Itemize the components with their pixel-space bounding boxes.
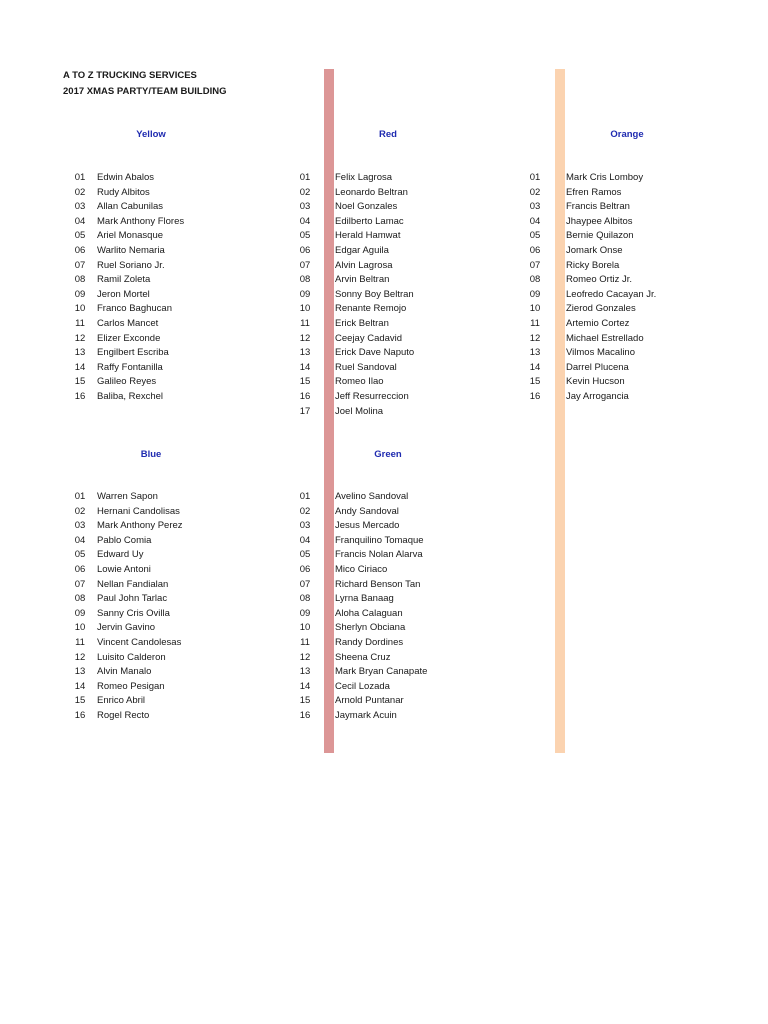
member-name: Lowie Antoni: [97, 563, 151, 575]
member-number: 05: [299, 549, 311, 561]
member-number: 08: [74, 274, 86, 286]
orange-column-stripe: [555, 69, 565, 753]
member-name: Jomark Onse: [566, 244, 623, 256]
member-name: Jeron Mortel: [97, 288, 150, 300]
team-title-yellow: Yellow: [136, 129, 166, 140]
member-number: 07: [299, 578, 311, 590]
member-number: 16: [299, 390, 311, 402]
member-number: 05: [529, 230, 541, 242]
member-number: 05: [299, 230, 311, 242]
member-name: Ruel Soriano Jr.: [97, 259, 165, 271]
member-number: 13: [529, 347, 541, 359]
member-name: Cecil Lozada: [335, 680, 390, 692]
member-name: Lyrna Banaag: [335, 593, 394, 605]
member-name: Bernie Quilazon: [566, 230, 634, 242]
member-number: 07: [299, 259, 311, 271]
member-name: Jhaypee Albitos: [566, 215, 633, 227]
member-number: 13: [74, 666, 86, 678]
member-number: 01: [74, 491, 86, 502]
member-name: Rudy Albitos: [97, 186, 150, 198]
member-number: 10: [74, 303, 86, 315]
member-number: 04: [74, 215, 86, 227]
member-name: Felix Lagrosa: [335, 172, 393, 183]
member-name: Alvin Lagrosa: [335, 259, 393, 271]
member-name: Mark Cris Lomboy: [566, 172, 644, 183]
member-name: Sonny Boy Beltran: [335, 288, 414, 300]
member-name: Alvin Manalo: [97, 666, 152, 678]
member-number: 07: [74, 578, 86, 590]
member-number: 01: [529, 172, 541, 183]
member-name: Edward Uy: [97, 549, 144, 561]
member-number: 08: [299, 593, 311, 605]
member-number: 09: [74, 607, 86, 619]
member-name: Hernani Candolisas: [97, 505, 180, 517]
member-number: 07: [529, 259, 541, 271]
member-number: 03: [299, 201, 311, 213]
member-name: Sanny Cris Ovilla: [97, 607, 170, 619]
member-number: 06: [74, 563, 86, 575]
member-name: Warlito Nemaria: [97, 244, 165, 256]
member-name: Pablo Comia: [97, 534, 152, 546]
member-name: Francis Nolan Alarva: [335, 549, 423, 561]
member-number: 08: [74, 593, 86, 605]
member-name: Edwin Abalos: [97, 172, 155, 183]
member-number: 04: [299, 534, 311, 546]
member-number: 02: [299, 186, 311, 198]
member-number: 07: [74, 259, 86, 271]
member-name: Herald Hamwat: [335, 230, 401, 242]
member-number: 02: [529, 186, 541, 198]
member-number: 16: [529, 390, 541, 402]
member-name: Rogel Recto: [97, 709, 150, 721]
member-number: 15: [299, 376, 311, 388]
member-name: Richard Benson Tan: [335, 578, 421, 590]
member-name: Luisito Calderon: [97, 651, 166, 663]
member-number: 06: [74, 244, 86, 256]
member-number: 01: [74, 172, 86, 183]
member-name: Kevin Hucson: [566, 376, 625, 388]
member-number: 11: [300, 636, 310, 648]
member-number: 04: [529, 215, 541, 227]
member-name: Jeff Resurreccion: [335, 390, 409, 402]
member-number: 06: [529, 244, 541, 256]
member-name: Franquilino Tomaque: [335, 534, 424, 546]
member-name: Joel Molina: [335, 405, 384, 417]
member-number: 12: [299, 332, 311, 344]
member-name: Jesus Mercado: [335, 520, 400, 532]
member-number: 04: [299, 215, 311, 227]
member-name: Mark Anthony Perez: [97, 520, 183, 532]
member-name: Mico Ciriaco: [335, 563, 388, 575]
member-number: 12: [529, 332, 541, 344]
member-number: 15: [299, 695, 311, 707]
member-number: 11: [300, 317, 310, 329]
red-column-stripe: [324, 69, 334, 753]
member-name: Vincent Candolesas: [97, 636, 182, 648]
member-name: Avelino Sandoval: [335, 491, 409, 502]
member-number: 03: [74, 201, 86, 213]
member-name: Ceejay Cadavid: [335, 332, 403, 344]
member-name: Randy Dordines: [335, 636, 404, 648]
member-name: Engilbert Escriba: [97, 347, 169, 359]
member-name: Jaymark Acuin: [335, 709, 397, 721]
team-title-blue: Blue: [140, 449, 162, 460]
member-name: Renante Remojo: [335, 303, 407, 315]
member-name: Romeo Ortiz Jr.: [566, 274, 632, 286]
member-number: 09: [529, 288, 541, 300]
member-name: Michael Estrellado: [566, 332, 644, 344]
team-title-red: Red: [379, 129, 397, 140]
member-name: Allan Cabunilas: [97, 201, 164, 213]
member-number: 15: [529, 376, 541, 388]
member-name: Mark Bryan Canapate: [335, 666, 428, 678]
member-name: Carlos Mancet: [97, 317, 159, 329]
member-name: Franco Baghucan: [97, 303, 172, 315]
member-name: Jervin Gavino: [97, 622, 156, 634]
member-number: 02: [74, 505, 86, 517]
member-name: Romeo Pesigan: [97, 680, 165, 692]
member-number: 14: [74, 680, 86, 692]
member-number: 09: [74, 288, 86, 300]
member-number: 16: [74, 390, 86, 402]
member-number: 13: [299, 666, 311, 678]
member-number: 09: [299, 288, 311, 300]
member-name: Edilberto Lamac: [335, 215, 404, 227]
member-number: 14: [529, 361, 541, 373]
member-number: 12: [299, 651, 311, 663]
member-name: Artemio Cortez: [566, 317, 630, 329]
member-number: 17: [299, 405, 311, 417]
member-number: 16: [74, 709, 86, 721]
member-number: 03: [299, 520, 311, 532]
member-number: 10: [529, 303, 541, 315]
member-name: Elizer Exconde: [97, 332, 161, 344]
member-name: Baliba, Rexchel: [97, 390, 164, 402]
member-name: Leonardo Beltran: [335, 186, 408, 198]
member-number: 12: [74, 332, 86, 344]
member-number: 03: [74, 520, 86, 532]
member-number: 12: [74, 651, 86, 663]
member-name: Galileo Reyes: [97, 376, 157, 388]
member-number: 09: [299, 607, 311, 619]
member-number: 05: [74, 549, 86, 561]
member-name: Ariel Monasque: [97, 230, 164, 242]
member-name: Raffy Fontanilla: [97, 361, 163, 373]
member-number: 04: [74, 534, 86, 546]
member-number: 03: [529, 201, 541, 213]
member-name: Ricky Borela: [566, 259, 620, 271]
member-name: Darrel Plucena: [566, 361, 629, 373]
member-number: 06: [299, 563, 311, 575]
member-name: Ramil Zoleta: [97, 274, 151, 286]
member-number: 02: [299, 505, 311, 517]
member-number: 06: [299, 244, 311, 256]
member-name: Vilmos Macalino: [566, 347, 635, 359]
member-number: 15: [74, 376, 86, 388]
member-name: Sherlyn Obciana: [335, 622, 406, 634]
member-number: 02: [74, 186, 86, 198]
team-title-orange: Orange: [610, 129, 644, 140]
member-number: 10: [299, 303, 311, 315]
member-number: 05: [74, 230, 86, 242]
member-number: 14: [299, 361, 311, 373]
member-number: 10: [74, 622, 86, 634]
member-number: 08: [299, 274, 311, 286]
member-name: Mark Anthony Flores: [97, 215, 185, 227]
member-name: Romeo Ilao: [335, 376, 384, 388]
member-number: 10: [299, 622, 311, 634]
member-number: 01: [299, 172, 311, 183]
member-name: Sheena Cruz: [335, 651, 391, 663]
member-number: 11: [75, 636, 85, 648]
member-number: 13: [299, 347, 311, 359]
member-number: 15: [74, 695, 86, 707]
member-name: Arnold Puntanar: [335, 695, 404, 707]
member-name: Andy Sandoval: [335, 505, 399, 517]
member-number: 08: [529, 274, 541, 286]
member-number: 13: [74, 347, 86, 359]
member-name: Jay Arrogancia: [566, 390, 629, 402]
member-name: Leofredo Cacayan Jr.: [566, 288, 657, 300]
member-name: Ruel Sandoval: [335, 361, 397, 373]
member-name: Aloha Calaguan: [335, 607, 403, 619]
member-name: Nellan Fandialan: [97, 578, 169, 590]
member-name: Noel Gonzales: [335, 201, 398, 213]
member-number: 14: [299, 680, 311, 692]
member-name: Warren Sapon: [97, 491, 158, 502]
member-name: Enrico Abril: [97, 695, 146, 707]
member-number: 11: [530, 317, 540, 329]
member-number: 01: [299, 491, 311, 502]
member-name: Efren Ramos: [566, 186, 622, 198]
member-name: Erick Beltran: [335, 317, 389, 329]
company-name: A TO Z TRUCKING SERVICES: [63, 70, 197, 81]
member-name: Arvin Beltran: [335, 274, 390, 286]
event-title: 2017 XMAS PARTY/TEAM BUILDING: [63, 86, 227, 97]
member-name: Erick Dave Naputo: [335, 347, 415, 359]
member-number: 16: [299, 709, 311, 721]
member-name: Paul John Tarlac: [97, 593, 168, 605]
member-number: 14: [74, 361, 86, 373]
member-name: Edgar Aguila: [335, 244, 389, 256]
member-name: Francis Beltran: [566, 201, 630, 213]
member-name: Zierod Gonzales: [566, 303, 636, 315]
team-title-green: Green: [374, 449, 402, 460]
member-number: 11: [75, 317, 85, 329]
